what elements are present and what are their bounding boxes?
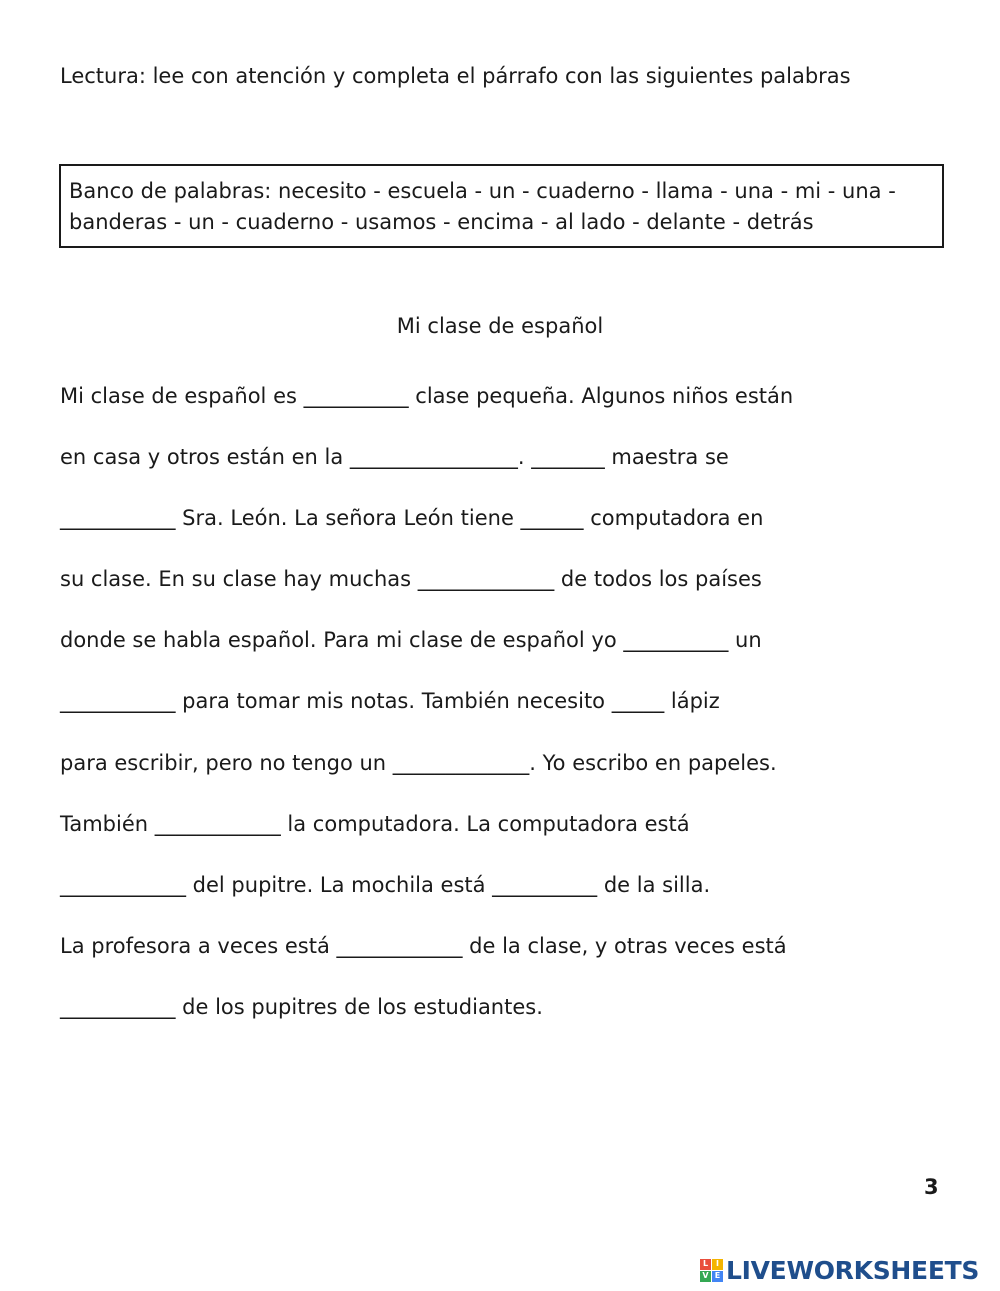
- logo-letter: I: [712, 1259, 723, 1270]
- page-number: 3: [924, 1175, 939, 1199]
- paragraph-line: ___________ para tomar mis notas. También necesito _____ lápiz: [60, 689, 720, 713]
- brand-name: LIVEWORKSHEETS: [726, 1255, 980, 1285]
- paragraph-line: ___________ de los pupitres de los estudiantes.: [60, 995, 543, 1019]
- paragraph-line: donde se habla español. Para mi clase de español yo __________ un: [60, 628, 762, 652]
- paragraph-line: Mi clase de español es __________ clase pequeña. Algunos niños están: [60, 384, 794, 408]
- paragraph-line: para escribir, pero no tengo un _____________. Yo escribo en papeles.: [60, 751, 777, 775]
- liveworksheets-icon: [700, 1259, 723, 1282]
- paragraph-line: ____________ del pupitre. La mochila está __________ de la silla.: [60, 873, 711, 897]
- paragraph-line: en casa y otros están en la ________________. _______ maestra se: [60, 445, 729, 469]
- instructions: Lectura: lee con atención y completa el párrafo con las siguientes palabras: [60, 64, 851, 88]
- paragraph-line: La profesora a veces está ____________ de la clase, y otras veces está: [60, 934, 787, 958]
- reading-title: Mi clase de español: [396, 314, 604, 338]
- word-bank-text: Banco de palabras: necesito - escuela - un - cuaderno - llama - una - mi - una - banderas - un - cuaderno - usamos - encima - al lado - delante - detrás: [69, 179, 896, 234]
- liveworksheets-logo: [700, 1252, 979, 1288]
- word-bank-box: [59, 164, 944, 248]
- logo-letter: E: [712, 1271, 723, 1282]
- paragraph-line: ___________ Sra. León. La señora León tiene ______ computadora en: [60, 506, 764, 530]
- paragraph-line: También ____________ la computadora. La computadora está: [60, 812, 690, 836]
- logo-letter: V: [700, 1271, 711, 1282]
- paragraph-line: su clase. En su clase hay muchas _____________ de todos los países: [60, 567, 762, 591]
- logo-letter: L: [700, 1259, 711, 1270]
